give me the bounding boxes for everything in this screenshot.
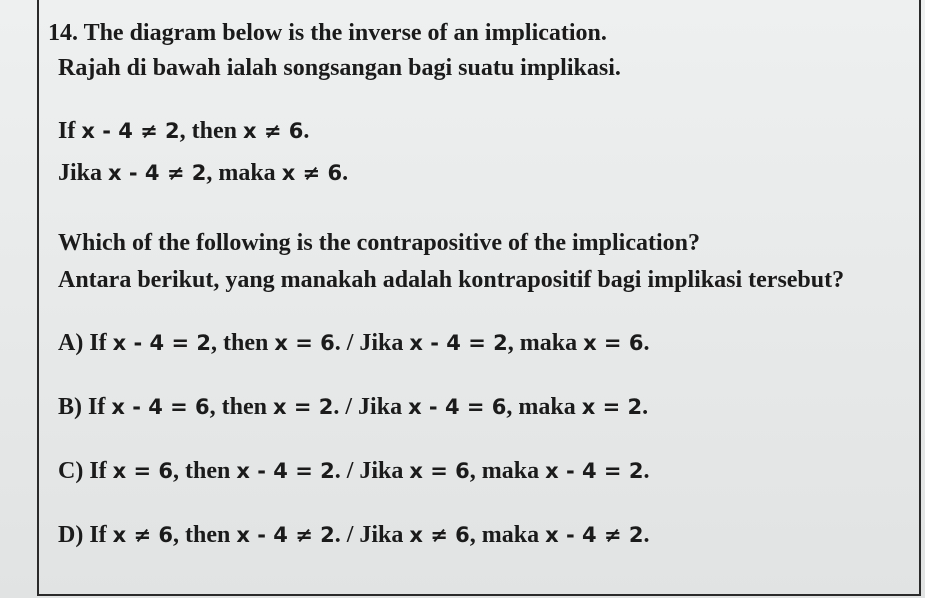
inverse-statement-ms (58, 158, 348, 188)
option-c-hypothesis: x = 6 (112, 459, 174, 483)
option-d-maka: , maka (469, 522, 546, 548)
option-a-end: . (643, 330, 650, 356)
question-title-en (48, 18, 607, 48)
inverse-ms-hypothesis: x - 4 ≠ 2 (108, 161, 207, 185)
option-d-sep: . / Jika (334, 522, 410, 548)
option-b-then: , then (209, 394, 274, 420)
option-b-hypothesis-ms: x - 4 = 6 (408, 395, 507, 419)
option-d[interactable] (58, 520, 649, 550)
option-b[interactable] (58, 392, 648, 422)
inverse-en-hypothesis: x - 4 ≠ 2 (81, 119, 180, 143)
option-b-end: . (642, 394, 649, 420)
option-a[interactable] (58, 328, 649, 358)
option-a-hypothesis-ms: x - 4 = 2 (409, 331, 508, 355)
option-b-conclusion-ms: x = 2 (581, 395, 643, 419)
option-b-conclusion: x = 2 (273, 395, 334, 419)
option-c-if: If (83, 458, 113, 484)
inverse-en-if: If (58, 118, 82, 144)
inverse-en-conclusion: x ≠ 6 (243, 119, 304, 143)
option-a-sep: . / Jika (334, 330, 410, 356)
option-a-label: A) (58, 330, 84, 356)
option-c-maka: , maka (469, 458, 546, 484)
inverse-ms-if: Jika (58, 160, 109, 186)
inverse-en-then: , then (179, 118, 244, 144)
option-d-conclusion-ms: x - 4 ≠ 2 (545, 523, 644, 547)
inverse-en-period: . (303, 118, 310, 144)
option-c-conclusion: x - 4 = 2 (236, 459, 335, 483)
option-a-conclusion-ms: x = 6 (583, 331, 644, 355)
option-a-maka: , maka (507, 330, 584, 356)
prompt-ms: Antara berikut, yang manakah adalah kontrapositif bagi implikasi tersebut? (58, 267, 845, 293)
option-d-conclusion: x - 4 ≠ 2 (236, 523, 335, 547)
option-b-if: If (82, 394, 112, 420)
option-b-maka: , maka (506, 394, 582, 420)
question-title-ms: Rajah di bawah ialah songsangan bagi suatu implikasi. (58, 55, 621, 81)
option-c-end: . (643, 458, 650, 484)
option-b-label: B) (58, 394, 82, 420)
option-d-if: If (83, 522, 113, 548)
option-c-hypothesis-ms: x = 6 (409, 459, 470, 483)
option-c-sep: . / Jika (334, 458, 410, 484)
option-a-then: , then (211, 330, 275, 356)
prompt-en: Which of the following is the contrapositive of the implication? (58, 230, 700, 256)
question-border (37, 0, 921, 596)
option-c[interactable] (58, 456, 649, 486)
option-b-sep: . / Jika (333, 394, 409, 420)
option-c-label: C) (58, 458, 84, 484)
inverse-statement-en (58, 116, 309, 146)
inverse-ms-period: . (342, 160, 349, 186)
question-number: 14. (48, 20, 78, 46)
option-d-then: , then (173, 522, 237, 548)
option-d-end: . (643, 522, 650, 548)
inverse-ms-then: , maka (206, 160, 282, 186)
option-a-conclusion: x = 6 (274, 331, 335, 355)
option-b-hypothesis: x - 4 = 6 (111, 395, 210, 419)
option-c-then: , then (173, 458, 237, 484)
option-a-hypothesis: x - 4 = 2 (112, 331, 211, 355)
title-en-text: The diagram below is the inverse of an implication. (83, 20, 607, 46)
option-d-hypothesis-ms: x ≠ 6 (409, 523, 470, 547)
option-a-if: If (83, 330, 113, 356)
option-d-hypothesis: x ≠ 6 (112, 523, 174, 547)
option-d-label: D) (58, 522, 84, 548)
inverse-ms-conclusion: x ≠ 6 (281, 161, 343, 185)
option-c-conclusion-ms: x - 4 = 2 (545, 459, 644, 483)
